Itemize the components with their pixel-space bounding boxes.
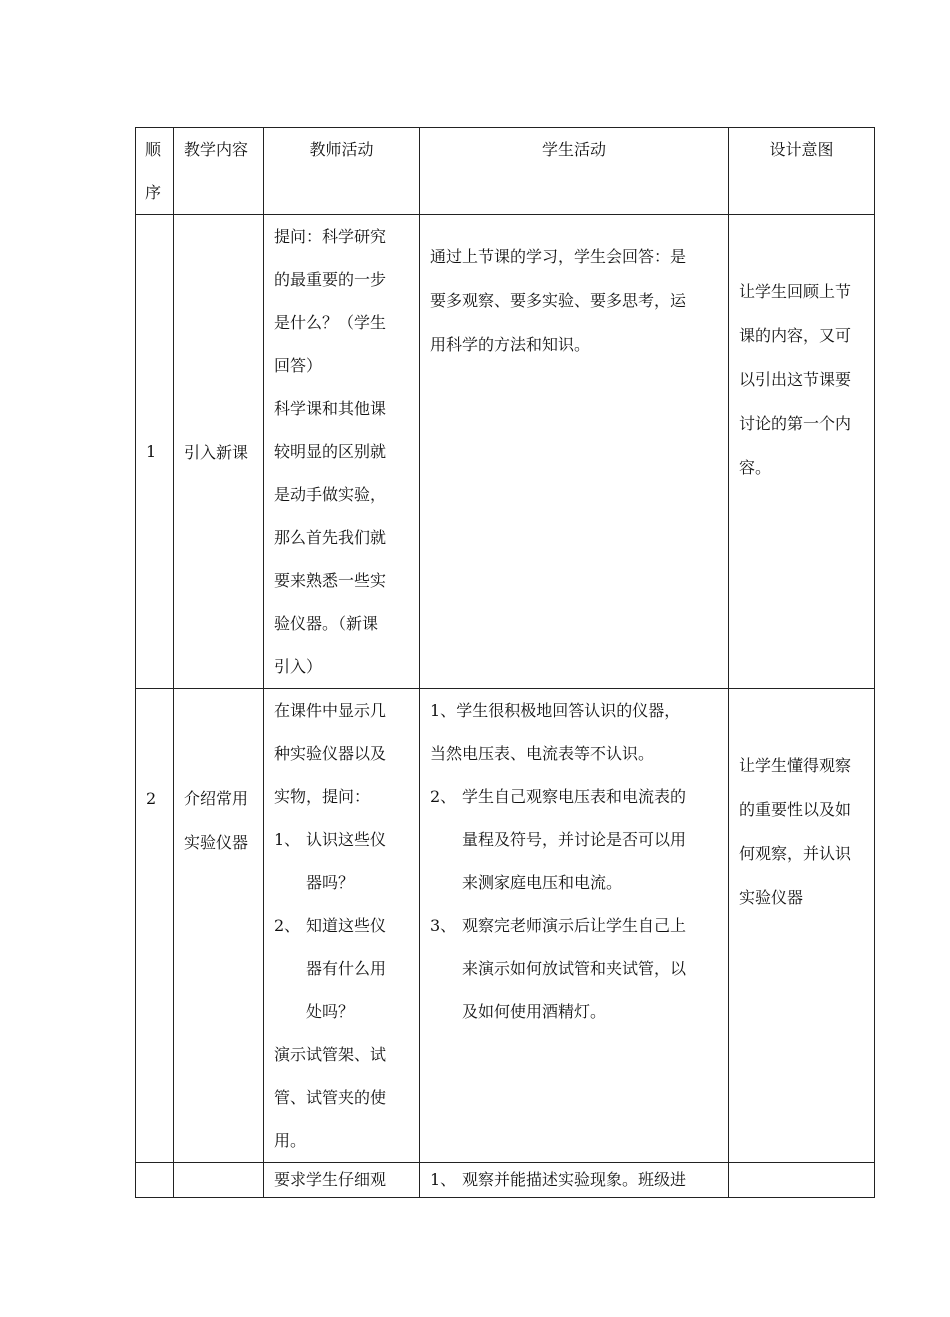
row1-teacher-line: 是动手做实验， [274, 485, 387, 504]
header-seq [136, 128, 174, 215]
header-seq-line-2: 序 [145, 183, 162, 202]
row1-teacher-line: 较明显的区别就 [274, 442, 387, 461]
row1-teacher-line: 引入） [274, 657, 323, 676]
row2-student-line: 当然电压表、电流表等不认识。 [430, 744, 655, 763]
row2-teacher-list-item [274, 904, 409, 1033]
row1-seq [136, 215, 174, 689]
header-teacher-label: 教师活动 [309, 140, 374, 159]
list-number: 1、 [430, 701, 457, 720]
list-number: 3、 [430, 916, 457, 935]
row2-student-line: 量程及符号，并讨论是否可以用 [462, 830, 687, 849]
row2-teacher-line: 演示试管架、试 [274, 1045, 387, 1064]
list-number: 2、 [430, 787, 457, 806]
row1-teacher-line: 的最重要的一步 [274, 270, 387, 289]
row2-student-line: 来测家庭电压和电流。 [462, 873, 623, 892]
row1-teacher-line: 科学课和其他课 [274, 399, 387, 418]
row1-teacher-line: 提问：科学研究 [274, 227, 387, 246]
row2-intent-line: 何观察，并认识 [739, 844, 852, 863]
row2-seq-text: 2 [146, 789, 157, 808]
row1-teacher-line: 那么首先我们就 [274, 528, 387, 547]
row2-student-line: 及如何使用酒精灯。 [462, 1002, 607, 1021]
header-teacher [264, 128, 420, 215]
header-row [136, 128, 875, 215]
row2-teacher-line: 实物，提问： [274, 787, 371, 806]
row3-teacher [264, 1163, 420, 1198]
row2-content-line: 实验仪器 [184, 833, 249, 852]
row1-intent-line: 让学生回顾上节 [739, 282, 852, 301]
row2-student-item-2 [430, 775, 720, 904]
table-row [136, 1163, 875, 1198]
row1-student-line: 用科学的方法和知识。 [430, 335, 591, 354]
row2-teacher-item-line: 处吗？ [306, 1002, 355, 1021]
row2-teacher-item-line: 认识这些仪 [306, 830, 387, 849]
table-row [136, 215, 875, 689]
row2-teacher-line: 在课件中显示几 [274, 701, 387, 720]
row1-student-line: 要多观察、要多实验、要多思考，运 [430, 291, 687, 310]
row2-intent-line: 让学生懂得观察 [739, 756, 852, 775]
header-content [174, 128, 264, 215]
row1-intent-line: 容。 [739, 458, 772, 477]
row1-student-line: 通过上节课的学习，学生会回答：是 [430, 247, 687, 266]
row2-teacher-line: 管、试管夹的使 [274, 1088, 387, 1107]
row1-content [174, 215, 264, 689]
row2-content [174, 689, 264, 1163]
row3-teacher-text: 要求学生仔细观 [274, 1170, 387, 1189]
row1-content-text: 引入新课 [184, 443, 249, 462]
header-intent [729, 128, 875, 215]
row1-intent [729, 215, 875, 689]
row1-intent-line: 课的内容，又可 [739, 326, 852, 345]
row1-student [420, 215, 729, 689]
list-number: 1、 [274, 830, 301, 849]
row2-student-text: 学生很积极地回答认识的仪器， [456, 701, 681, 720]
row2-teacher-list-item [274, 818, 409, 904]
row2-intent-line: 实验仪器 [739, 888, 804, 907]
row2-intent-line: 的重要性以及如 [739, 800, 852, 819]
row3-student [420, 1163, 729, 1198]
row2-student-line [430, 689, 720, 732]
row1-intent-line: 以引出这节课要 [739, 370, 852, 389]
row1-teacher-line: 是什么？（学生 [274, 313, 387, 332]
row2-teacher-line: 用。 [274, 1131, 307, 1150]
row2-seq [136, 689, 174, 1163]
row1-teacher-line: 要来熟悉一些实 [274, 571, 387, 590]
row2-student-line: 学生自己观察电压表和电流表的 [462, 787, 687, 806]
row2-student [420, 689, 729, 1163]
row3-content [174, 1163, 264, 1198]
row2-teacher-item-line: 器吗？ [306, 873, 355, 892]
row2-teacher-item-line: 知道这些仪 [306, 916, 387, 935]
row2-intent [729, 689, 875, 1163]
row2-teacher-item-line: 器有什么用 [306, 959, 387, 978]
row2-teacher [264, 689, 420, 1163]
row2-teacher-line: 种实验仪器以及 [274, 744, 387, 763]
row2-student-item-3 [430, 904, 720, 1033]
lesson-plan-table [135, 127, 875, 1198]
header-student-label: 学生活动 [541, 140, 606, 159]
row2-student-item-1 [430, 689, 720, 775]
row2-content-line: 介绍常用 [184, 789, 249, 808]
header-content-label: 教学内容 [184, 140, 249, 159]
row1-intent-line: 讨论的第一个内 [739, 414, 852, 433]
row3-student-text: 观察并能描述实验现象。班级进 [462, 1170, 687, 1189]
header-student [420, 128, 729, 215]
row1-teacher-line: 验仪器。（新课 [274, 614, 379, 633]
row1-seq-text: 1 [146, 442, 157, 461]
list-number: 1、 [430, 1170, 457, 1189]
row2-student-line: 来演示如何放试管和夹试管，以 [462, 959, 687, 978]
row3-seq [136, 1163, 174, 1198]
row2-student-line: 观察完老师演示后让学生自己上 [462, 916, 687, 935]
row1-teacher [264, 215, 420, 689]
header-intent-label: 设计意图 [769, 140, 834, 159]
table-row [136, 689, 875, 1163]
row1-teacher-line: 回答） [274, 356, 323, 375]
header-seq-line-1: 顺 [145, 140, 162, 159]
row3-intent [729, 1163, 875, 1198]
list-number: 2、 [274, 916, 301, 935]
